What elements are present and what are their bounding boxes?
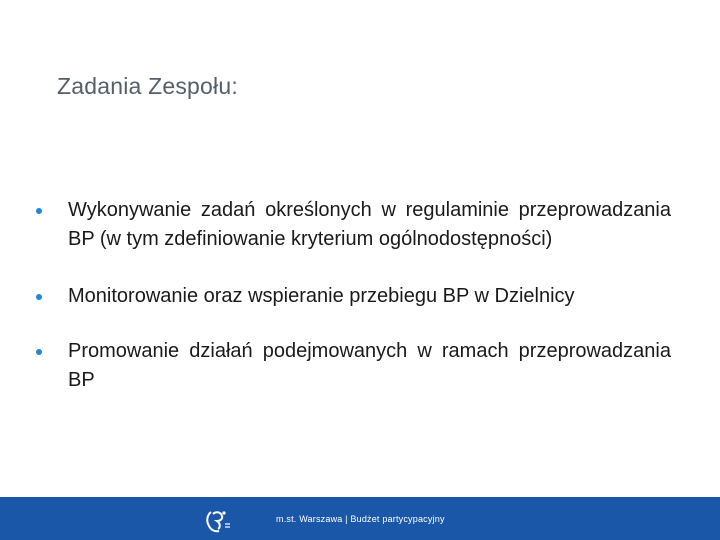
slide-title: Zadania Zespołu: [57, 73, 238, 99]
bullet-icon [36, 294, 42, 300]
list-item [36, 282, 671, 311]
bullet-list [36, 196, 671, 395]
bullet-text: Monitorowanie oraz wspieranie przebiegu BP w Dzielnicy [68, 285, 575, 307]
bullet-text: Promowanie działań podejmowanych w ramach przeprowadzania BP [68, 340, 671, 391]
bullet-icon [36, 208, 42, 214]
bullet-icon [36, 349, 42, 355]
list-item [36, 337, 671, 395]
list-item [36, 196, 671, 254]
bullet-text: Wykonywanie zadań określonych w regulaminie przeprowadzania BP (w tym zdefiniowanie kryterium ogólnodostępności) [68, 199, 671, 250]
footer-text: m.st. Warszawa | Budżet partycypacyjny [276, 514, 445, 524]
budzet-partycypacyjny-logo-icon [203, 506, 233, 536]
